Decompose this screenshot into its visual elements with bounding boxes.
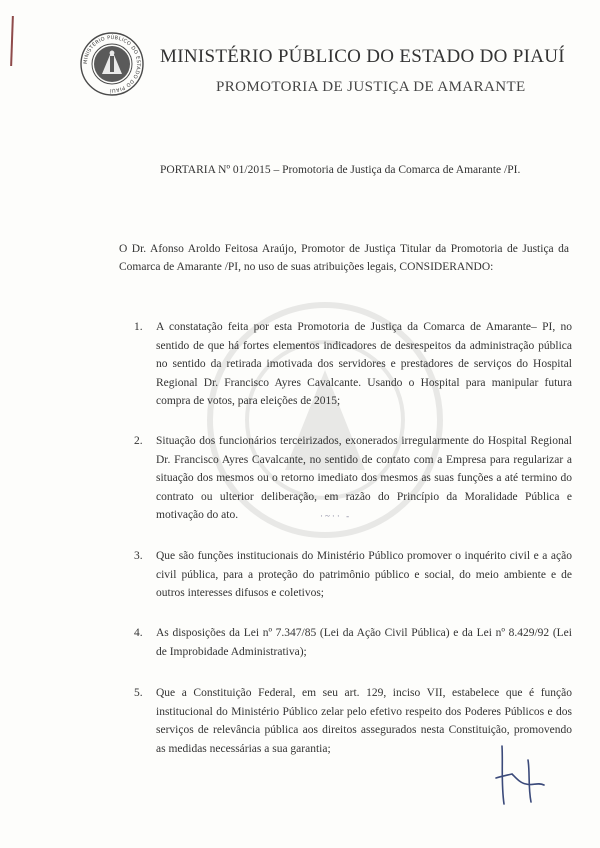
- item-text: Que são funções institucionais do Ministério Público promover o inquérito civil e a ação civil pública, para a proteção do patrimônio público e social, do meio ambiente e de outros interesses difusos e coletivos;: [156, 550, 572, 599]
- item-number: 5.: [134, 687, 143, 699]
- ministerio-publico-seal-icon: [80, 32, 144, 96]
- item-number: 1.: [134, 321, 143, 333]
- item-text: Que a Constituição Federal, em seu art. 129, inciso VII, estabelece que é função institucional do Ministério Público zelar pelo efetivo respeito dos Poderes Públicos e dos serviços de relevância pública aos direitos assegurados nesta Constituição, promovendo as medidas necessárias a sua garantia;: [156, 687, 572, 755]
- item-text: A constatação feita por esta Promotoria de Justiça da Comarca de Amarante– PI, no sentido de que há fortes elementos indicadores de desrespeitos da administração pública no sentido da retirada imotivada dos servidores e prestadores de serviços do Hospital Regional Dr. Francisco Ayres Cavalcante. Usando o Hospital para manipular futura compra de votos, para eleições de 2015;: [156, 321, 572, 407]
- list-item: [134, 318, 572, 411]
- list-item: [134, 547, 572, 603]
- portaria-heading: PORTARIA Nº 01/2015 – Promotoria de Justiça da Comarca de Amarante /PI.: [160, 164, 521, 176]
- handwritten-signature: [488, 738, 568, 818]
- svg-text:MINISTÉRIO PÚBLICO DO ESTADO D: MINISTÉRIO PÚBLICO DO ESTADO DO PIAUÍ: [82, 34, 142, 94]
- header-subtitle: PROMOTORIA DE JUSTIÇA DE AMARANTE: [216, 79, 526, 95]
- ink-smudge: ·~·· -: [320, 511, 352, 521]
- item-number: 4.: [134, 627, 143, 639]
- list-item: [134, 432, 572, 525]
- list-item: [134, 624, 572, 661]
- intro-paragraph: O Dr. Afonso Aroldo Feitosa Araújo, Promotor de Justiça Titular da Promotoria de Justiça da Comarca de Amarante /PI, no uso de suas atribuições legais, CONSIDERANDO:: [119, 243, 569, 273]
- item-number: 2.: [134, 435, 143, 447]
- item-text: As disposições da Lei nº 7.347/85 (Lei da Ação Civil Pública) e da Lei nº 8.429/92 (Lei de Improbidade Administrativa);: [156, 627, 572, 658]
- margin-pen-mark: [10, 16, 14, 66]
- item-text: Situação dos funcionários terceirizados, exonerados irregularmente do Hospital Regional Dr. Francisco Ayres Cavalcante, no sentido de contato com a Empresa para regularizar a situação dos mesmos ou o retorno imediato dos mesmos as suas funções a até termino do contrato ou ulterior deliberação, em razão do Princípio da Moralidade Pública e motivação do ato.: [156, 435, 572, 521]
- item-number: 3.: [134, 550, 143, 562]
- header-title: MINISTÉRIO PÚBLICO DO ESTADO DO PIAUÍ: [160, 46, 565, 67]
